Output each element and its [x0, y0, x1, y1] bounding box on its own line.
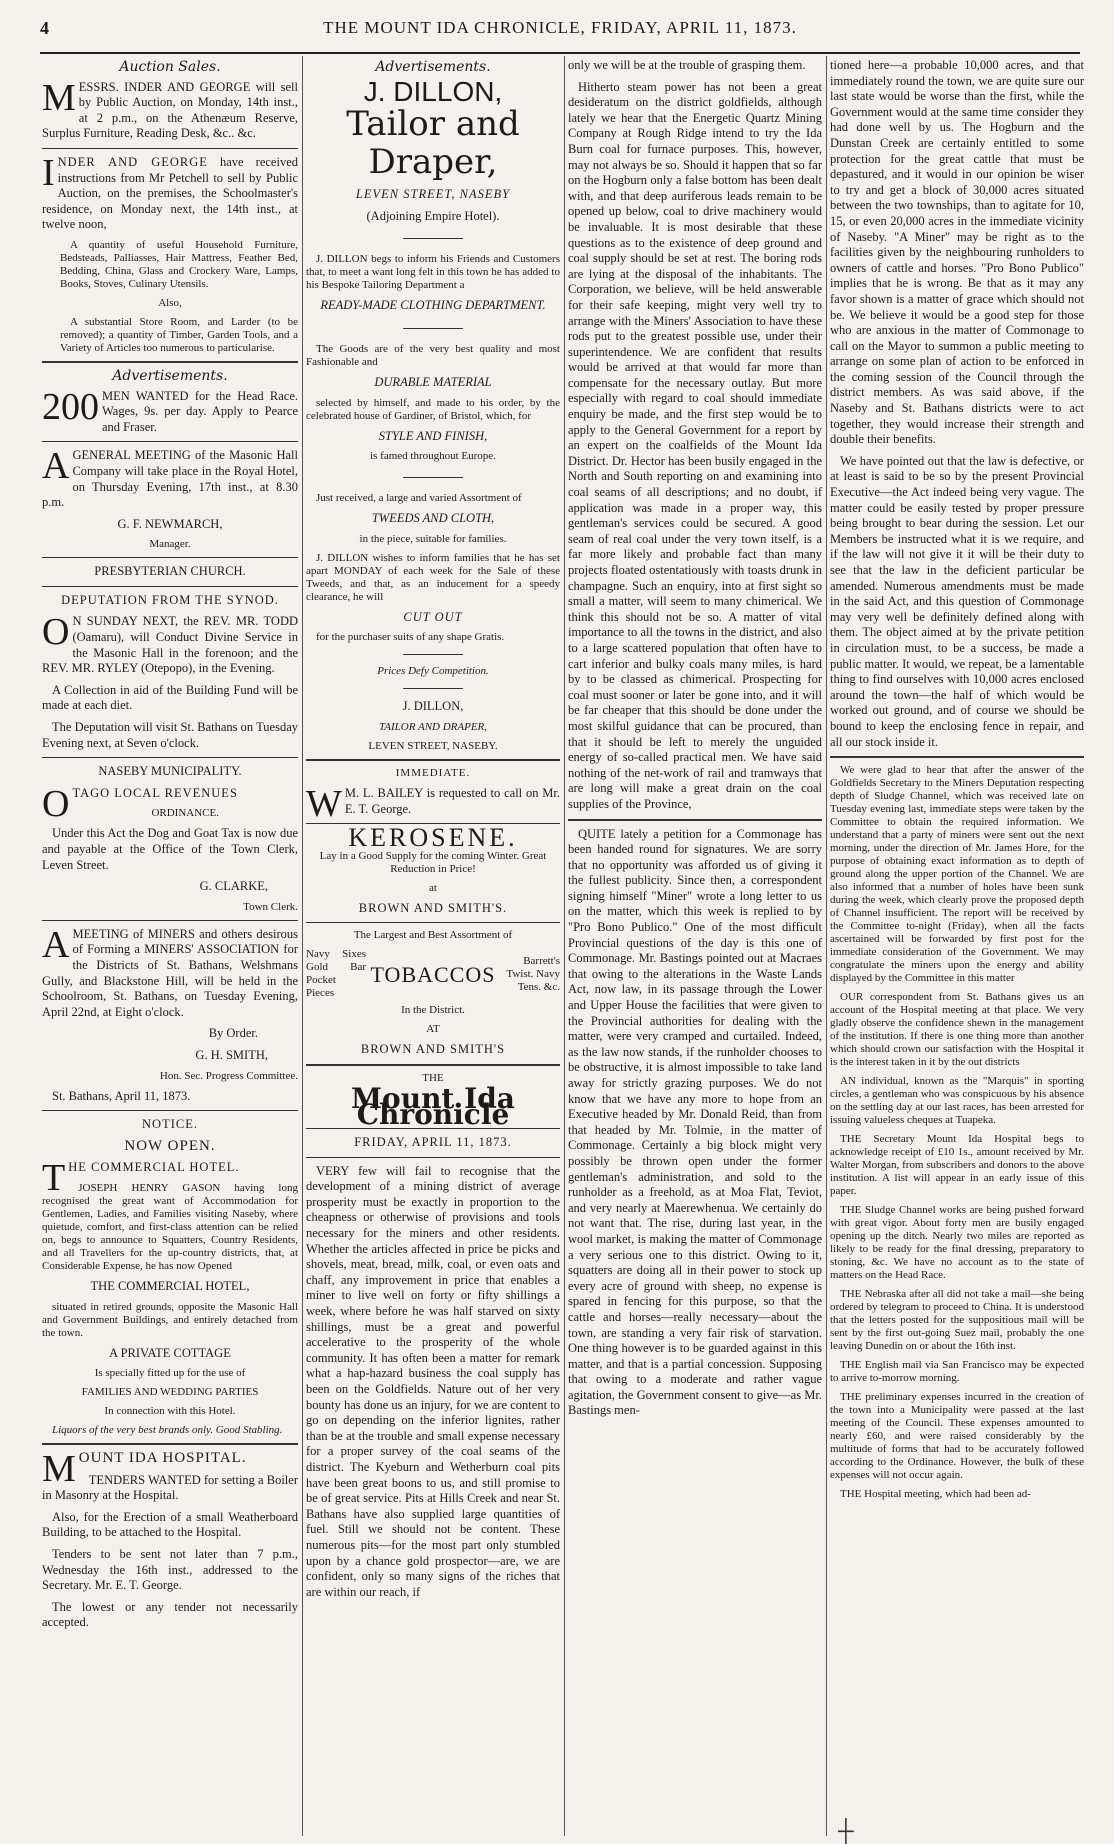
kerosene-title: KEROSENE.: [348, 823, 518, 853]
chronicle-nameplate: Mount Ida Chronicle: [351, 1081, 515, 1131]
tobacco-title: TOBACCOS: [370, 961, 496, 987]
news-marquis: AN individual, known as the "Marquis" in sporting circles, a gentleman who was conspicuous by his absence on the settling day at our last races, has been arrested for issuing valueless cheques at Tuapeka.: [830, 1075, 1084, 1127]
dillon-begs: J. DILLON begs to inform his Friends and Customers that, to meet a want long felt in this town he has added to his Bespoke Tailoring Department a: [306, 253, 560, 292]
editorial-text: VERY few will fail to recognise that the development of a mining district of average prosperity must be exactly in proportion to the cheapness or otherwise of provisions and tools necessary for the miners and other residents. Whether the articles affected in price be picks and shovels, meat, bread, milk, coal, or even oats and chaff, any improvement in price that enables a miner to live well on forty or fifty shillings a week, where before he was half starved on sixty shillings, must be a great and powerful accelerative to the prosperity of the whole community. It has often been a matter for remark what a hap-hazard business the coal supply has been on the Goldfields. Nature out of her very bounty has done us an injury, for we are content to go on depending on the inferior lignites, rather than be at the trouble and small expense necessary for a proper survey of the coal seams of the district. The Kyeburn and Wetherburn coal pits have been great boons to us, and still promise to be of great service. Pits at Hills Creek and near St. Bathans have also supplied large quantities of fuel. Still we should not be content. These numerous pits—for the most part only stumbled upon by a chance gold prospector—are, we are confident, only so many signs of the riches that are within our reach, if: [306, 1163, 560, 1599]
ink-mark: ┼: [838, 1818, 854, 1843]
column-1: [42, 58, 298, 1833]
divider: [403, 477, 463, 478]
just-received: Just received, a large and varied Assortment of: [316, 492, 522, 505]
at2-label: AT: [426, 1023, 440, 1036]
dog-tax-notice: Under this Act the Dog and Goat Tax is now due and payable at the Office of the Town Clerk, Leven Street.: [42, 826, 298, 872]
in-district: In the District.: [401, 1004, 465, 1017]
hotel-location: situated in retired grounds, opposite the Masonic Hall and Government Buildings, and entirely detached from the town.: [42, 1300, 298, 1339]
families-wedding: FAMILIES AND WEDDING PARTIES: [81, 1386, 259, 1399]
tenders-wanted: TENDERS WANTED for setting a Boiler in Masonry at the Hospital.: [42, 1472, 298, 1503]
newmarch-title: Manager.: [149, 538, 191, 551]
hotel-text: JOSEPH HENRY GASON having long recognised the great want of Accommodation for Gentlemen, Ladies, and Families visiting Naseby, where quietude, comfort, and first-class attention can be relied on, begs to announce to Squatters, Country Residents, and all Travellers for the up-country districts, that, at Considerable Expense, he has now Opened: [42, 1181, 298, 1272]
editorial-continued: only we will be at the trouble of grasping them.: [568, 58, 806, 72]
column-divider: [826, 56, 827, 1836]
tailor-draper-title: Tailor and Draper,: [346, 104, 520, 183]
page-number: 4: [40, 18, 50, 38]
inder-items: A quantity of useful Household Furniture, Bedsteads, Palliasses, Hair Mattress, Feather Bed, Bedding, China, Glass and Crockery Ware, Lamps, Books, Stoves, Culinary Utensils.: [60, 238, 298, 290]
lowest-tender: The lowest or any tender not necessarily accepted.: [42, 1599, 298, 1630]
immediate-heading: IMMEDIATE.: [395, 766, 471, 779]
column-divider: [564, 56, 565, 1836]
presbyterian-heading: PRESBYTERIAN CHURCH.: [94, 564, 246, 579]
divider: [568, 819, 822, 821]
news-nebraska: THE Nebraska after all did not take a mail—she being ordered by telegram to proceed to China. It is understood that the letters posted for the suppositious mail will be sent by the first out-going Suez mail, probably the one leaving Dunedin on or about the 16th inst.: [830, 1288, 1084, 1353]
otago-revenues-heading: OTAGO LOCAL REVENUES: [42, 782, 238, 825]
divider: [42, 757, 298, 758]
column-4: [830, 58, 1084, 1833]
cottage-text: Is specially fitted up for the use of: [94, 1367, 246, 1380]
durable-material: DURABLE MATERIAL: [374, 374, 492, 389]
divider: [306, 1064, 560, 1066]
deputation-heading: DEPUTATION FROM THE SYNOD.: [61, 592, 279, 607]
tobacco-left: Navy Sixes Gold Bar Pocket Pieces: [306, 948, 366, 1000]
inder-also: Also,: [158, 296, 182, 309]
tweeds-cloth: TWEEDS AND CLOTH,: [371, 511, 495, 526]
inder-auction-1: MESSRS. INDER AND GEORGE will sell by Public Auction, on Monday, 14th inst., at 2 p.m., on the Athenæum Reserve, Surplus Furniture, Reading Desk, &c.. &c.: [42, 76, 298, 141]
smith-title: Hon. Sec. Progress Committee.: [159, 1069, 298, 1082]
tenders-date: Tenders to be sent not later than 7 p.m., Wednesday the 16th inst., addressed to the Secretary. Mr. E. T. George.: [42, 1547, 298, 1593]
editorial-coal: Hitherto steam power has not been a great desideratum on the district goldfields, although lately we hear that the Energetic Quartz Mining Company at Rough Ridge intend to try the Ida Burn coal for furnace purposes. This, however, may not always be so. Should it happen that so far on the Hogburn only a false bottom has been dealt with, and that deep auriferous leads remain to be opened up below, coal to drive machinery would be invaluable. It is most desirable that these questions as to the existence of deep ground and coal supply should be set at rest. The boring rods are lying at the disposal of the inhabitants. The Corporation, we believe, will be held answerable for their safe keeping, might very well try to arrange with the Miners' Association to have these rods put to the greatest possible use, under their superintendence. We are confident that results would be arrived at that would far more than compensate for the necessary outlay. But more especially with regard to coal should immediate enquiry be made, and the first step would be to apply to the General Government for a report by an expert on the coalfields of the Mount Ida District. Dr. Hector has been busily engaged in the North and South reporting on and examining into coal seams of all descriptions; and no doubt, if application was made in a proper way, this gentleman's services could be secured. A good seam of real coal under the very town itself, is a far more likely and probable fact than many projects floated ostentatiously with toasts drunk in champagne. Such an enquiry, into at first sight so small a matter, will seem to many chimerical. We think this should not be so. A matter of vital importance to all the towns in the district, and also to a large scattered population that often have to cart inferior and bulky coals many miles, is hard by to be classed as chimerical. Prospecting for coal must sooner or later be gone into, and it will be far cheaper that this should be done under the most skilful guidance that can be procured, than that it should be left to merely the unguided energy of so-called practical men. We have said nothing of the net-work of rail and tramways that are long will make a great drain on the coal supplies of the Province,: [568, 79, 822, 811]
commonage-law: We have pointed out that the law is defective, or at least is said to be so by the present Provincial Executive—the Act indeed being very vague. The matter could be easily tested by proper pressure being brought to bear during the session. Let our Members be instructed what it is we require, and if the law will not give it it will be their duty to see that the law in the deficient particular be amended. Numerous amendments must be made in the said Act, and this question of Commonage may very well be definitely defined along with them. The object aimed at by the private petition in circulation must, to be a success, be made a public matter. It would, we repeat, be a lamentable thing to find ourselves with 10,000 acres enclosed around the town—the half of which would be worked out ground, and of course we should be bound to keep the enclosing fence in repair, and all our stock inside it.: [830, 453, 1084, 749]
divider: [42, 920, 298, 921]
divider: [306, 1157, 560, 1158]
dillon-signature-street: LEVEN STREET, NASEBY.: [368, 739, 498, 752]
divider: [306, 759, 560, 761]
divider: [42, 586, 298, 587]
news-sludge-channel: We were glad to hear that after the answer of the Goldfields Secretary to the Miners Deputation respecting depth of Sludge Channel, which was received late on Tuesday evening last, immediate steps were taken by the Committee to obtain the required information. We understand that a party of miners were sent out the next morning, under the direction of Mr. James Hore, for the purpose of obtaining exact information as to depth of ground along the upper portion of the Channel. We are also informed that a number of holes have been sunk during the week, which clearly prove the proposed depth of Channel insufficient. The report will be received by the Committee to-night (Friday), when all the facts ascertained will be forwarded by first post for the immediate consideration of the Government. We may congratulate the miners upon the energy and ability displayed by the Committee in this matter: [830, 764, 1084, 985]
advertisements-heading: Advertisements.: [112, 367, 228, 384]
largest-assortment: The Largest and Best Assortment of: [353, 929, 513, 942]
editorial-commonage: QUITE lately a petition for a Commonage has been handed round for signatures. We are sorry that no opportunity was afforded us of giving it the fullest publicity. Since then, a correspondent signing himself "Miner" wrote a long letter to us on the matter, which this week is replied to by "Pro Bono Publico." One of the most difficult Provincial questions of the day is this one of Commonage. Mr. Bastings pointed out at Macraes that owing to the alterations in the Waste Lands Act, now law, in its passage through the Lower and Upper House the facilities that were given to the Provincial authorities for dealing with the matter, were very cramped and curtailed. Indeed, as the law now stands, if the runholder chooses to be obstructive, it is almost impossible to take land away for strictly grazing purposes. We do not know that we have any more to hope from an Executive headed by Mr. Donald Reid, than from that headed by Mr. Tolmie, in the matter of Commonage. Certainly a big block might very possibly be thrown open under the former gentleman's administration, and sold to the runholder as a freehold, as at Moa Flat, Teviot, and very nearly at Maerewhenua. We certainly do not want that. The rise, during last year, in the wool market, is making the matter of Commonage a very serious one to this district. Owing to it, squatters are doing all in their power to stock up every acre of ground with sheep, no expense is spared in fencing for this purpose, so that the cattle and horses—really necessary—about the town, are standing a very fair risk of starvation. One thing however is to be guarded against in this matter, and that is a partial concession. Supposing that owing to a moderate and rather vague agitation, the Government consent to give—as Mr. Bastings men-: [568, 826, 822, 1418]
hotel-heading: THE COMMERCIAL HOTEL.: [42, 1157, 240, 1200]
ready-made: READY-MADE CLOTHING DEPARTMENT.: [320, 298, 546, 313]
in-the-piece: in the piece, suitable for families.: [359, 532, 507, 545]
brown-smith-2: BROWN AND SMITH'S: [360, 1042, 506, 1057]
dillon-signature-title: TAILOR AND DRAPER,: [378, 720, 488, 733]
st-bathans-date: St. Bathans, April 11, 1873.: [52, 1088, 191, 1103]
naseby-municipality-heading: NASEBY MUNICIPALITY.: [98, 764, 242, 779]
editorial-date: FRIDAY, APRIL 11, 1873.: [354, 1135, 512, 1150]
sunday-service-notice: O N SUNDAY NEXT, the REV. MR. TODD (Oamaru), will Conduct Divine Service in the Masonic Hall in the forenoon; and the REV. MR. RYLEY (Otepopo), in the Evening.: [42, 611, 298, 676]
general-meeting-ad: AGENERAL MEETING of the Masonic Hall Company will take place in the Royal Hotel, on Thursday Evening, 17th inst., at 8.30 p.m.: [42, 445, 298, 510]
header-rule: [40, 52, 1080, 54]
divider: [403, 688, 463, 689]
news-sludge-works: THE Sludge Channel works are being pushed forward with great vigor. About forty men are busily engaged opening up the ditch. Nearly two miles are reported as likely to be ready for the final dressing, preparatory to stoning, &c. We have no account as to the state of matters on the Head Race.: [830, 1204, 1084, 1282]
divider: [403, 238, 463, 239]
the-label: THE: [422, 1071, 444, 1084]
now-open-heading: NOW OPEN.: [124, 1137, 216, 1154]
column-2: [306, 58, 560, 1833]
commonage-continued: tioned here—a probable 10,000 acres, and that immediately round the town, we are quite sure our last state would be worse than the first, while the Government would at the same time consider they had done well by us. The Hogburn and the Dunstan Creek are certainly entitled to some protection for the great cattle that must be depastured, and it would in our opinion be wiser to try and get a block of 30,000 acres situated between the two townships, than to agitate for 10, 15, or even 20,000 acres in the immediate vicinity of Naseby. "A Miner" may be right as to the facilities given by the neighbouring runholders to owners of cattle and horses. "Pro Bono Publico" implies that he is wrong. Be that as it may any favor shown is a matter of grace which should not be. We believe it would be a good step for those who are anxious in the matter of Commonage to call on the Mayor to summon a public meeting to arrange on some plan of action to be enforced in the coming session of the Council through the district members. As was said above, if the Naseby and St. Bathans districts were to act together, they would increase their strength and double their benefits.: [830, 58, 1084, 447]
adjoining-empire: (Adjoining Empire Hotel).: [366, 208, 500, 223]
divider: [42, 1110, 298, 1111]
divider: [42, 557, 298, 558]
by-order: By Order.: [208, 1026, 258, 1041]
purchaser-suits: for the purchaser suits of any shape Gratis.: [316, 631, 505, 644]
men-wanted-ad: 200 MEN WANTED for the Head Race. Wages, 9s. per day. Apply to Pearce and Fraser.: [42, 385, 298, 434]
divider: [42, 1443, 298, 1445]
goods-text: The Goods are of the very best quality and most Fashionable and: [306, 342, 560, 368]
divider: [830, 756, 1084, 758]
deputation-visit-notice: The Deputation will visit St. Bathans on Tuesday Evening next, at Seven o'clock.: [42, 720, 298, 750]
dillon-wishes: J. DILLON wishes to inform families that he has set apart MONDAY of each week for the Sale of these Tweeds, and that, as an inducement for a speedy clearance, he will: [306, 551, 560, 603]
tobacco-block: [306, 948, 560, 1000]
tenders-also: Also, for the Erection of a small Weatherboard Building, to be attached to the Hospital.: [42, 1509, 298, 1540]
leven-street: LEVEN STREET, NASEBY: [355, 187, 511, 202]
auction-sales-heading: Auction Sales.: [119, 59, 221, 75]
bailey-notice: W M. L. BAILEY is requested to call on Mr. E. T. George.: [306, 782, 560, 825]
prices-defy: Prices Defy Competition.: [377, 665, 489, 678]
clarke-title: Town Clerk.: [243, 900, 298, 913]
news-hospital-adjourned: THE Hospital meeting, which had been ad-: [840, 1488, 1031, 1501]
tobacco-right: Barrett's Twist. Navy Tens. &c.: [506, 954, 560, 993]
at-label: at: [429, 881, 437, 894]
inder-store: A substantial Store Room, and Larder (to be removed); a quantity of Timber, Garden Tools, and a Variety of Articles too numerous to particularise.: [60, 315, 298, 354]
inder-auction-2: INDER AND GEORGE have received instructions from Mr Petchell to sell by Public Auction, on the premises, the Schoolmaster's residence, on Monday next, the 14th inst., at twelve noon,: [42, 151, 298, 232]
famed-europe: is famed throughout Europe.: [370, 450, 496, 463]
ordinance-label: ORDINANCE.: [151, 807, 219, 820]
column-3: [568, 58, 822, 1833]
brown-smith: BROWN AND SMITH'S.: [358, 900, 508, 915]
news-english-mail: THE English mail via San Francisco may be expected to arrive to-morrow morning.: [830, 1359, 1084, 1385]
hotel-name: THE COMMERCIAL HOTEL,: [90, 1278, 250, 1293]
miners-meeting-ad: AMEETING of MINERS and others desirous of Forming a MINERS' ASSOCIATION for the Districts of St. Bathans, Welshmans Gully, and Blackstone Hill, will be held in the Schoolroom, St. Bathans, on Tuesday Evening, April 22nd, at Eight o'clock.: [42, 923, 298, 1019]
style-finish: STYLE AND FINISH,: [378, 428, 488, 443]
smith-signature: G. H. SMITH,: [195, 1047, 268, 1062]
column-divider: [302, 56, 303, 1836]
news-hospital-receipt: THE Secretary Mount Ida Hospital begs to acknowledge receipt of £10 1s., amount received by Mr. Walter Morgan, from subscribers and donors to the above institution. A list will appear in an early issue of this paper.: [830, 1133, 1084, 1198]
advertisements-heading: Advertisements.: [375, 59, 491, 75]
collection-notice: A Collection in aid of the Building Fund will be made at each diet.: [42, 682, 298, 713]
divider: [42, 361, 298, 363]
notice-heading: NOTICE.: [142, 1117, 198, 1132]
news-municipality-expenses: THE preliminary expenses incurred in the creation of the town into a Municipality were passed at the last meeting of the Council. These expenses amounted to nearly £60, and were raised considerably by the multitude of forms that had to be accurately followed according to the Ordinance. However, the bulk of these expenses will not occur again.: [830, 1391, 1084, 1482]
divider: [306, 922, 560, 923]
cut-out: CUT OUT: [403, 609, 463, 624]
divider: [403, 654, 463, 655]
newmarch-signature: G. F. NEWMARCH,: [117, 516, 223, 531]
header-title: THE MOUNT IDA CHRONICLE, FRIDAY, APRIL 11, 1873.: [323, 18, 797, 37]
hotel-connection: In connection with this Hotel.: [104, 1405, 236, 1418]
divider: [403, 328, 463, 329]
liquors-note: Liquors of the very best brands only. Good Stabling.: [52, 1424, 283, 1437]
news-hospital-meeting: OUR correspondent from St. Bathans gives us an account of the Hospital meeting at that place. We very gladly observe the confidence shewn in the management of the institution. If there is one thing more than another which should crown our satisfaction with the Hospital it is the interest taken in it by the out districts: [830, 991, 1084, 1069]
clarke-signature: G. CLARKE,: [199, 879, 268, 894]
page-header: [40, 18, 1080, 48]
private-cottage: A PRIVATE COTTAGE: [109, 1345, 231, 1360]
dillon-name: J. DILLON,: [363, 75, 503, 107]
dillon-signature: J. DILLON,: [402, 699, 464, 714]
divider: [42, 148, 298, 149]
hospital-heading: MOUNT IDA HOSPITAL.: [42, 1448, 247, 1491]
divider: [42, 441, 298, 442]
selected-text: selected by himself, and made to his order, by the celebrated house of Gardiner, of Bristol, which, for: [306, 396, 560, 422]
kerosene-supply: Lay in a Good Supply for the coming Winter. Great Reduction in Price!: [319, 849, 547, 875]
